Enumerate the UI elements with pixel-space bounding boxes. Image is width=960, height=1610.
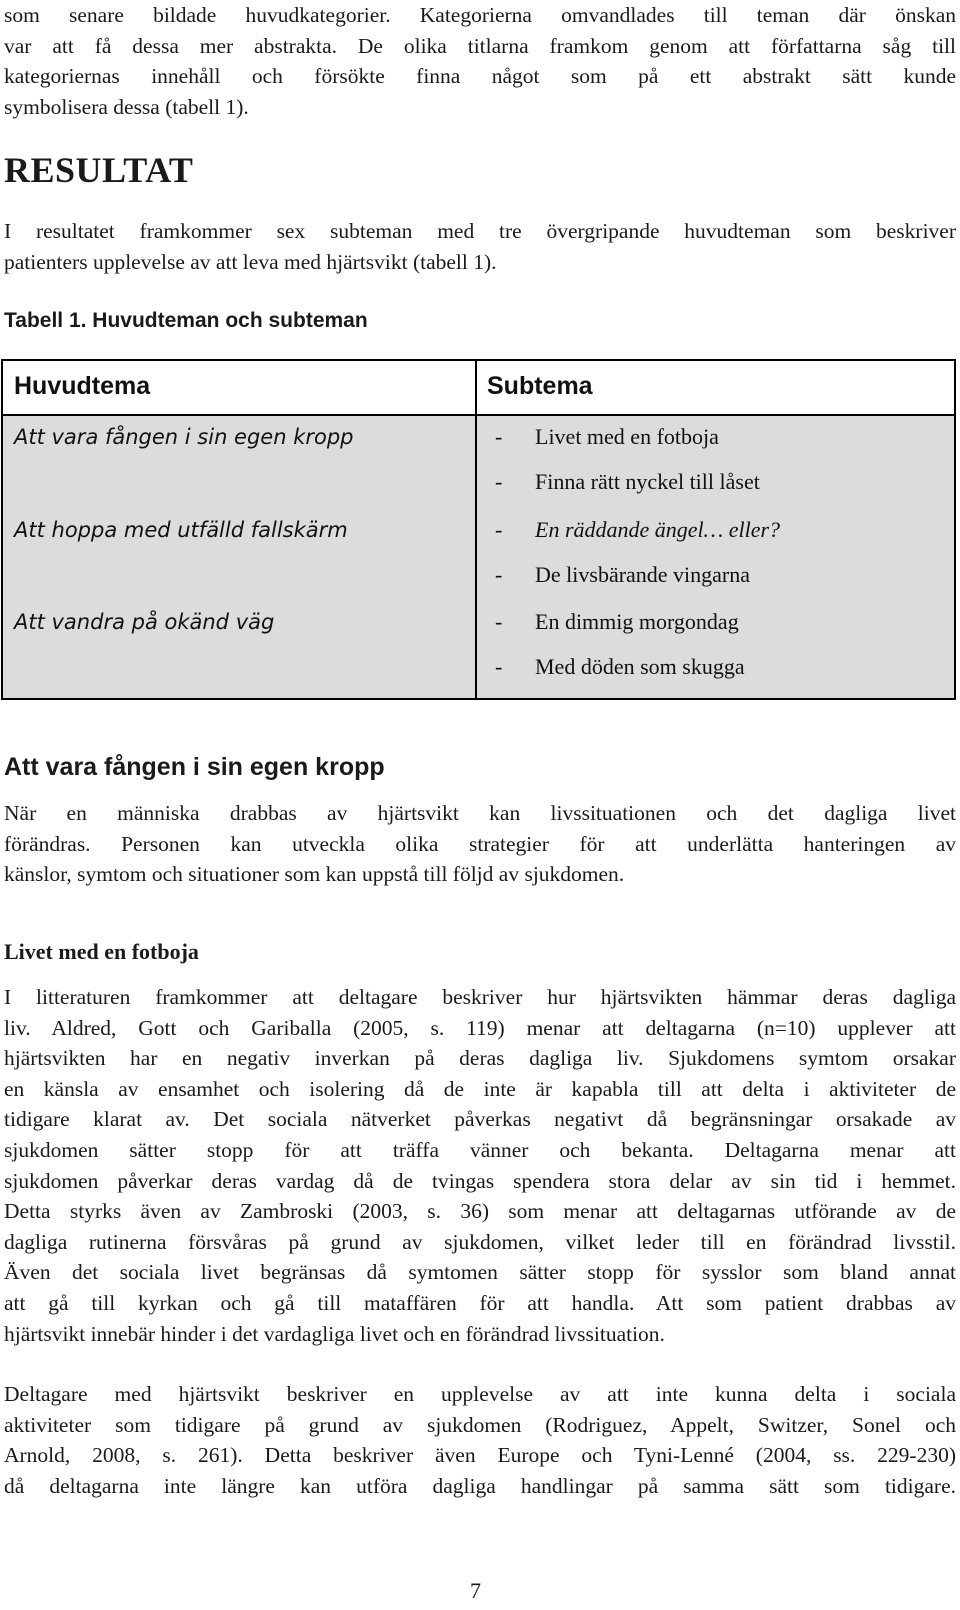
section1-line: När en människa drabbas av hjärtsvikt kan livssituationen och det dagliga livet <box>4 801 956 825</box>
body-line: dagliga rutinerna försvåras på grund av sjukdomen, vilket leder till en förändrad livsstil. <box>4 1229 956 1254</box>
sub-theme <box>495 652 745 682</box>
body-line: sjukdomen sätter stopp för att träffa vänner och bekanta. Deltagarna menar att <box>4 1138 956 1162</box>
sub-theme-label: Livet med en fotboja <box>535 424 719 449</box>
intro-line: symbolisera dessa (tabell 1). <box>4 94 249 119</box>
column-divider <box>475 361 477 698</box>
body-line: hjärtsvikt innebär hinder i det vardagliga livet och en förändrad livssituation. <box>4 1321 665 1346</box>
sub-theme-label: En dimmig morgondag <box>535 609 739 634</box>
sub-theme-label: Med döden som skugga <box>535 654 745 679</box>
dash: - <box>495 562 503 587</box>
intro-line: var att få dessa mer abstrakta. De olika titlarna framkom genom att författarna såg till <box>4 33 956 58</box>
themes-table <box>1 359 956 700</box>
body-line: en känsla av ensamhet och isolering då de inte är kapabla till att delta i aktiviteter de <box>4 1076 956 1101</box>
dash: - <box>495 424 503 449</box>
body-line: Deltagare med hjärtsvikt beskriver en upplevelse av att inte kunna delta i sociala <box>4 1382 956 1406</box>
body-line: Arnold, 2008, s. 261). Detta beskriver även Europe och Tyni-Lenné (2004, ss. 229-230) <box>4 1443 956 1468</box>
page-number: 7 <box>470 1578 481 1603</box>
table-caption: Tabell 1. Huvudteman och subteman <box>4 309 368 332</box>
section-heading: Att vara fången i sin egen kropp <box>4 753 385 781</box>
body-line: liv. Aldred, Gott och Gariballa (2005, s. 119) menar att deltagarna (n=10) upplever att <box>4 1015 956 1040</box>
subsection-heading: Livet med en fotboja <box>4 939 199 964</box>
sub-theme <box>495 467 760 497</box>
sub-theme <box>495 515 780 545</box>
sub-theme <box>495 422 719 452</box>
body-line: då deltagarna inte längre kan utföra dagliga handlingar på samma sätt som tidigare. <box>4 1473 956 1498</box>
body-line: att gå till kyrkan och gå till mataffären för att handla. Att som patient drabbas av <box>4 1291 956 1315</box>
section1-line: förändras. Personen kan utveckla olika strategier för att underlätta hanteringen av <box>4 831 956 856</box>
dash: - <box>495 517 503 542</box>
result-line: patienters upplevelse av att leva med hjärtsvikt (tabell 1). <box>4 249 497 274</box>
body-line: sjukdomen påverkar deras vardag då de tvingas spendera stora delar av sin tid i hemmet. <box>4 1168 956 1193</box>
sub-theme-label: Finna rätt nyckel till låset <box>535 469 760 494</box>
body-line: aktiviteter som tidigare på grund av sjukdomen (Rodriguez, Appelt, Switzer, Sonel och <box>4 1412 956 1437</box>
main-theme-1: Att vara fången i sin egen kropp <box>14 425 354 449</box>
dash: - <box>495 609 503 634</box>
body-line: Även det sociala livet begränsas då symtomen sätter stopp för sysslor som bland annat <box>4 1260 956 1285</box>
col-header-main: Huvudtema <box>14 372 151 400</box>
body-line: hjärtsvikten har en negativ inverkan på deras dagliga liv. Sjukdomens symtom orsakar <box>4 1046 956 1071</box>
dash: - <box>495 654 503 679</box>
main-theme-3: Att vandra på okänd väg <box>14 610 275 634</box>
result-line: I resultatet framkommer sex subteman med tre övergripande huvudteman som beskriver <box>4 219 956 243</box>
section1-line: känslor, symtom och situationer som kan uppstå till följd av sjukdomen. <box>4 862 625 887</box>
intro-line: kategoriernas innehåll och försökte finna något som på ett abstrakt sätt kunde <box>4 64 956 89</box>
table-body-background <box>3 416 954 698</box>
main-theme-2: Att hoppa med utfälld fallskärm <box>14 518 348 542</box>
body-line: I litteraturen framkommer att deltagare beskriver hur hjärtsvikten hämmar deras dagliga <box>4 985 956 1009</box>
sub-theme-label: De livsbärande vingarna <box>535 562 751 587</box>
sub-theme <box>495 560 750 590</box>
body-line: Detta styrks även av Zambroski (2003, s. 36) som menar att deltagarnas utförande av de <box>4 1199 956 1224</box>
body-line: tidigare klarat av. Det sociala nätverket påverkas negativt då begränsningar orsakade av <box>4 1107 956 1132</box>
result-heading: RESULTAT <box>4 150 194 190</box>
intro-line: som senare bildade huvudkategorier. Kategorierna omvandlades till teman där önskan <box>4 3 956 27</box>
sub-theme-label: En räddande ängel… eller? <box>535 517 781 542</box>
col-header-sub: Subtema <box>487 372 593 400</box>
sub-theme <box>495 607 739 637</box>
header-divider <box>3 414 954 416</box>
dash: - <box>495 469 503 494</box>
